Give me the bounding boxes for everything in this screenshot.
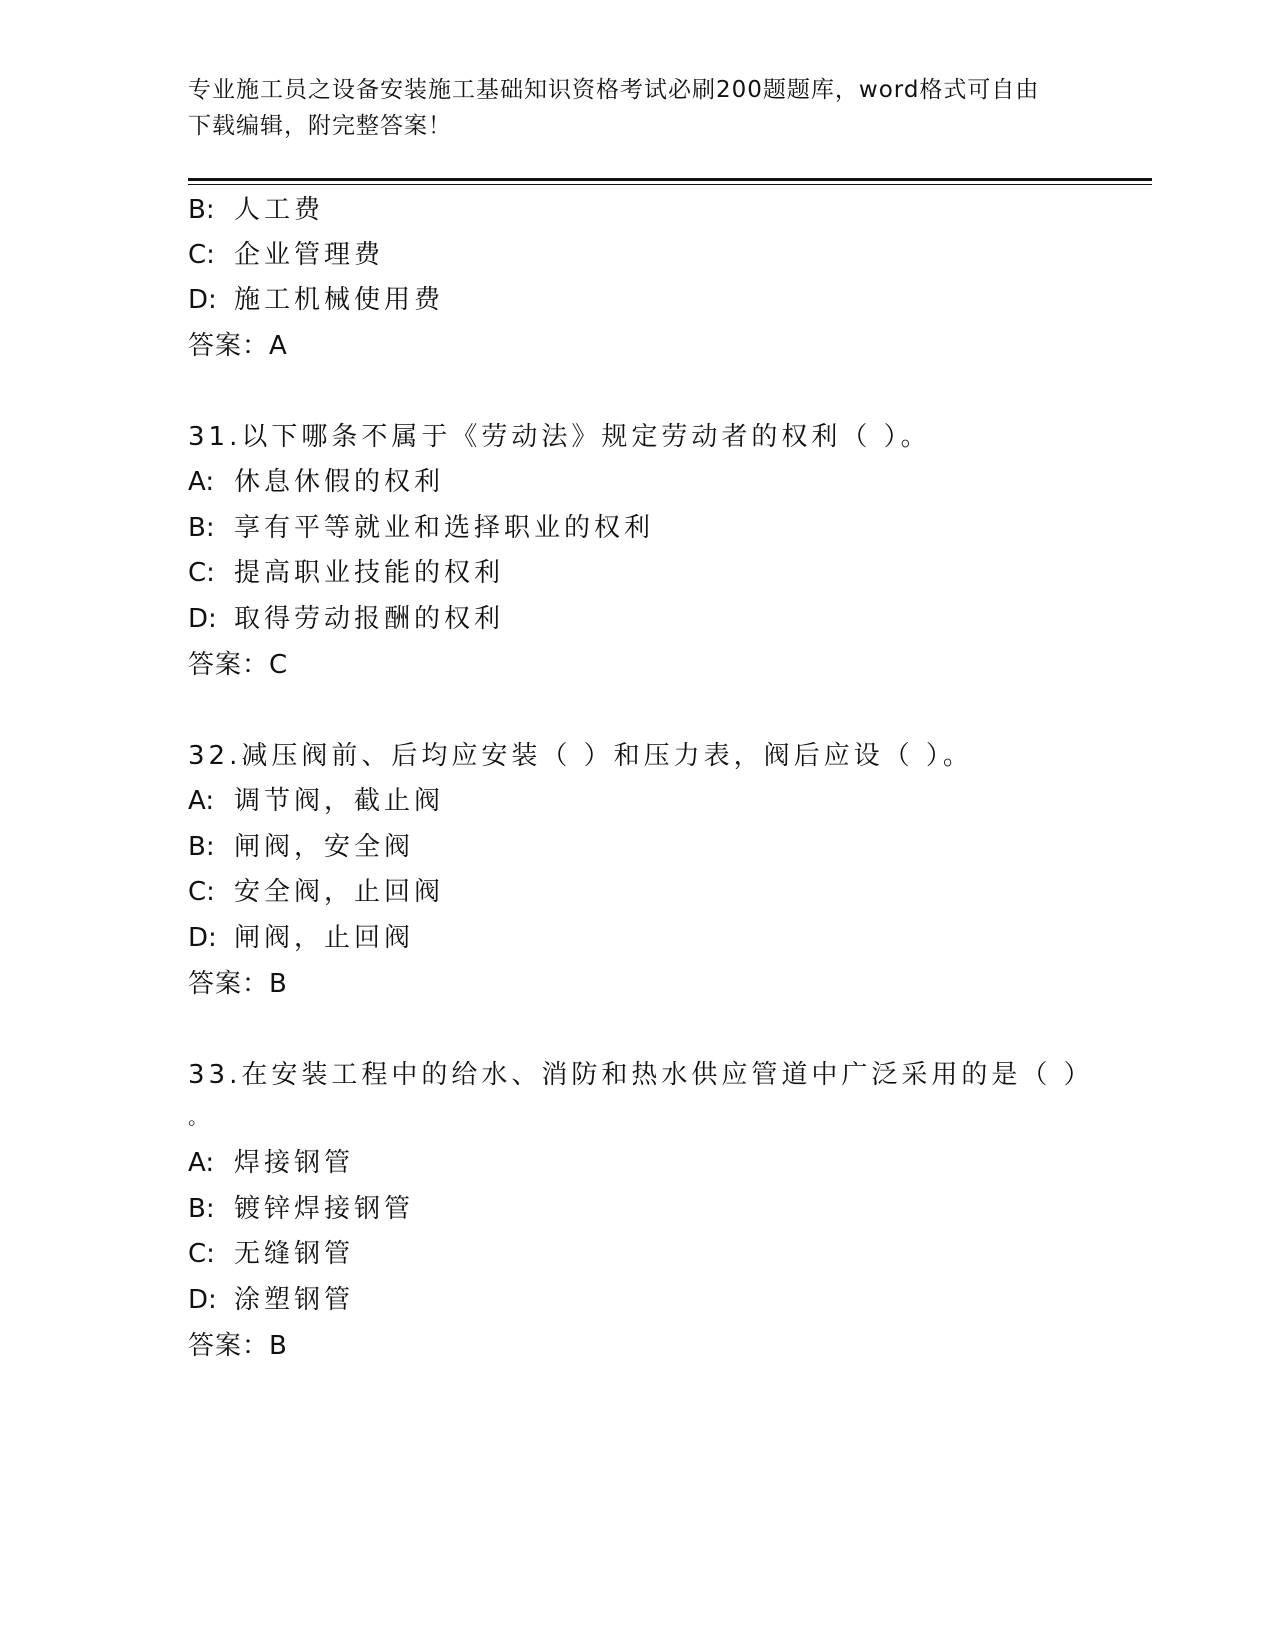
option-line: [188, 511, 654, 545]
option-text: 享有平等就业和选择职业的权利: [234, 513, 655, 543]
answer-line: 答案：B: [188, 969, 288, 999]
answer-line: 答案：A: [188, 331, 288, 361]
header-divider-thin: [188, 184, 1152, 185]
question-stem: 33.在安装工程中的给水、消防和热水供应管道中广泛采用的是（ ）: [188, 1060, 1094, 1090]
option-line: [188, 283, 444, 317]
option-text: 企业管理费: [234, 240, 385, 270]
option-line: [188, 875, 444, 909]
option-line: [188, 830, 414, 864]
option-line: [188, 784, 444, 818]
answer-line: 答案：B: [188, 1331, 288, 1361]
option-letter: D:: [188, 1285, 217, 1315]
option-text: 闸阀，止回阀: [234, 923, 415, 953]
option-letter: A:: [188, 467, 215, 497]
option-letter: D:: [188, 923, 217, 953]
option-letter: A:: [188, 786, 215, 816]
header-line-1: 专业施工员之设备安装施工基础知识资格考试必刷200题题库，word格式可自由: [188, 77, 1040, 103]
option-text: 闸阀，安全阀: [234, 832, 415, 862]
header-divider-thick: [188, 178, 1152, 181]
option-text: 无缝钢管: [234, 1239, 355, 1269]
option-line: [188, 465, 444, 499]
option-letter: C:: [188, 1239, 215, 1269]
option-letter: B:: [188, 1194, 215, 1224]
option-letter: B:: [188, 195, 215, 225]
option-line: [188, 1283, 354, 1317]
option-letter: B:: [188, 832, 215, 862]
option-letter: A:: [188, 1148, 215, 1178]
option-text: 提高职业技能的权利: [234, 558, 505, 588]
option-letter: C:: [188, 240, 215, 270]
option-line: [188, 602, 504, 636]
option-text: 取得劳动报酬的权利: [234, 604, 505, 634]
option-line: [188, 1192, 414, 1226]
question-stem: 32.减压阀前、后均应安装（ ）和压力表，阀后应设（ ）。: [188, 741, 973, 771]
option-text: 焊接钢管: [234, 1148, 355, 1178]
option-letter: D:: [188, 604, 217, 634]
option-text: 施工机械使用费: [234, 285, 445, 315]
option-text: 涂塑钢管: [234, 1285, 355, 1315]
option-letter: C:: [188, 558, 215, 588]
option-line: [188, 238, 384, 272]
header-line-2: 下载编辑，附完整答案！: [188, 113, 452, 139]
option-text: 休息休假的权利: [234, 467, 445, 497]
option-text: 调节阀，截止阀: [234, 786, 445, 816]
answer-line: 答案：C: [188, 650, 289, 680]
option-text: 安全阀，止回阀: [234, 877, 445, 907]
option-letter: C:: [188, 877, 215, 907]
option-line: [188, 556, 504, 590]
option-text: 镀锌焊接钢管: [234, 1194, 415, 1224]
question-stem-continuation: 。: [188, 1105, 212, 1129]
option-line: [188, 1237, 354, 1271]
option-letter: D:: [188, 285, 217, 315]
option-letter: B:: [188, 513, 215, 543]
option-line: [188, 193, 324, 227]
question-stem: 31.以下哪条不属于《劳动法》规定劳动者的权利（ ）。: [188, 422, 931, 452]
document-header: [188, 72, 1088, 144]
option-line: [188, 921, 414, 955]
option-text: 人工费: [234, 195, 325, 225]
option-line: [188, 1146, 354, 1180]
